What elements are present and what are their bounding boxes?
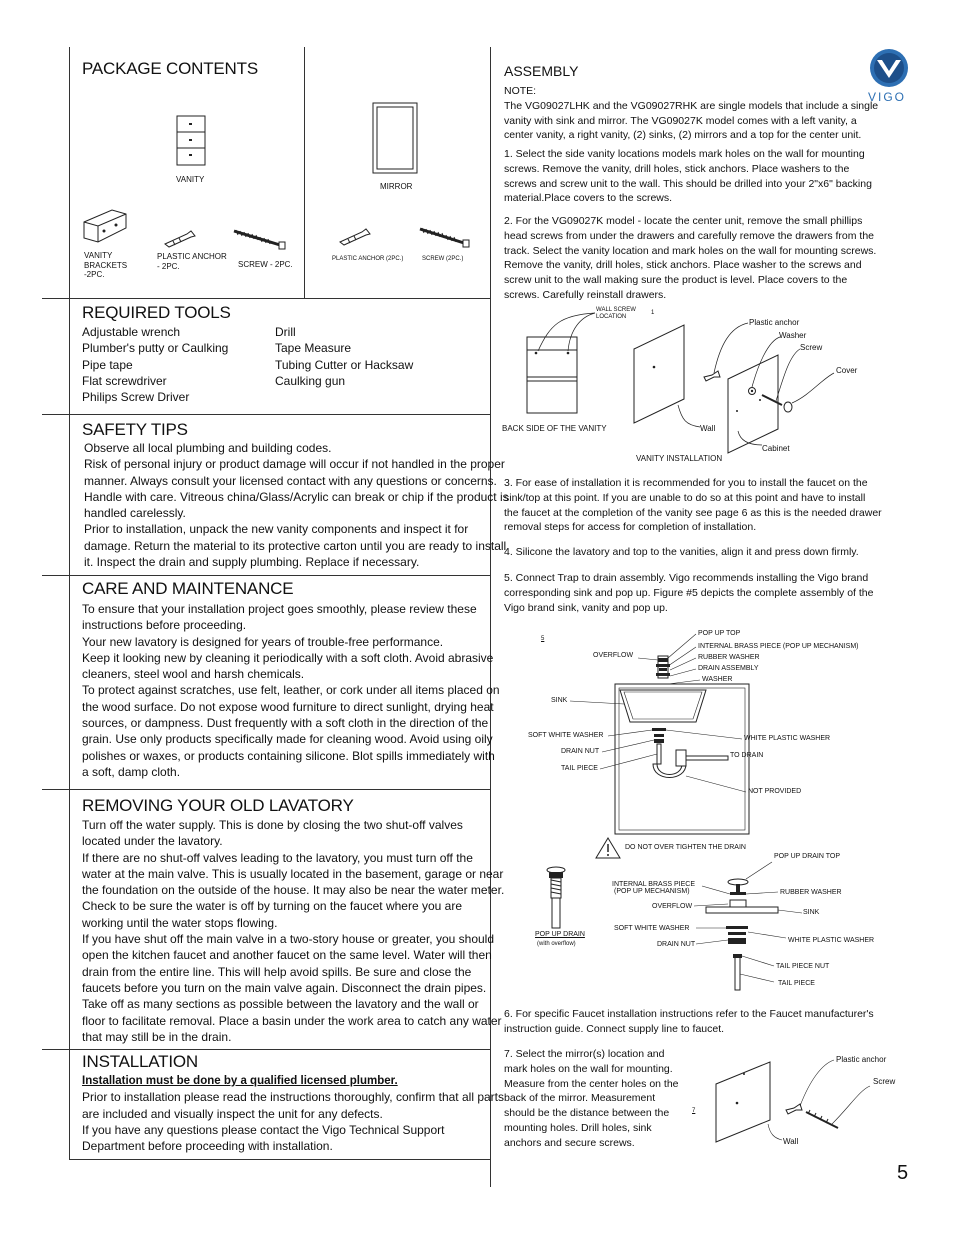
tool-item: Adjustable wrench xyxy=(82,325,181,339)
tool-item: Pipe tape xyxy=(82,357,133,372)
section-divider xyxy=(42,1049,490,1050)
wall-label: Wall xyxy=(700,424,716,433)
drain-nut-label: DRAIN NUT xyxy=(657,941,696,948)
over-tighten-warning: DO NOT OVER TIGHTEN THE DRAIN xyxy=(625,844,746,851)
white-plastic-washer-label: WHITE PLASTIC WASHER xyxy=(788,937,875,944)
internal-brass-label: INTERNAL BRASS PIECE (POP UP MECHANISM) xyxy=(612,881,695,895)
drain-assembly-label: DRAIN ASSEMBLY xyxy=(698,665,759,672)
rubber-washer-label: RUBBER WASHER xyxy=(780,889,842,896)
tool-item: Plumber's putty or Caulking xyxy=(82,341,229,356)
tool-item: Tubing Cutter or Hacksaw xyxy=(275,357,414,372)
section-divider xyxy=(42,789,490,790)
pop-up-drain-label: POP UP DRAIN xyxy=(535,931,585,938)
package-contents-title: PACKAGE CONTENTS xyxy=(82,59,258,78)
assembly-note: NOTE: The VG09027LHK and the VG09027RHK are single models that include a single vanity with sink and mirror. The VG09027K model comes with a left vanity, a center vanity, a right vanity, (2) sinks, (2) mirrors and a top for the center unit. xyxy=(504,85,879,142)
care-text: To ensure that your installation project goes smoothly, please review these instructions before proceeding. Your new lavatory is designed for years of trouble-free performance. Keep it looking new by cleaning it periodically with a soft cloth. Avoid abrasive cleaners, steel wool and harsh chemicals. To protect against scratches, use felt, leather, or cork under all items placed on the wood surface. Do not expose wood furniture to direct sunlight, drying heat sources, or dampness. Dust frequently with a soft cloth in the direction of the grain. Use only products specifically made for cleaning wood. Avoid using oily polishes or waxes, or products containing silicone. Blot spills immediately with a soft, damp cloth. xyxy=(82,602,500,779)
safety-tips-title: SAFETY TIPS xyxy=(82,420,188,439)
plastic-anchor-label: Plastic anchor xyxy=(749,318,800,327)
screw-illustration xyxy=(232,228,288,250)
plastic-anchor-label: Plastic anchor xyxy=(836,1055,887,1064)
installation-title: INSTALLATION xyxy=(82,1052,198,1071)
assembly-title: ASSEMBLY xyxy=(504,63,579,79)
step-4-text: 4. Silicone the lavatory and top to the vanities, align it and press down firmly. xyxy=(504,546,859,558)
vanity-installation-caption: VANITY INSTALLATION xyxy=(636,454,723,463)
section-divider xyxy=(42,298,490,299)
bracket-illustration xyxy=(82,206,128,246)
soft-white-washer-label: SOFT WHITE WASHER xyxy=(528,732,604,739)
step-3-text: 3. For ease of installation it is recommended for you to install the faucet on the sink/top at this point. If you are unable to do so at this point and have to install the faucet at the completion of the vanity see page 6 as this is the needed drawer removal steps for access for completion of installation. xyxy=(504,477,882,534)
brand-name: VIGO xyxy=(868,90,907,104)
brackets-label: VANITY BRACKETS -2PC. xyxy=(84,251,128,279)
vanity-label: VANITY xyxy=(176,175,205,184)
removing-text: Turn off the water supply. This is done by closing the two shut-off valves located under the lavatory. If there are no shut-off valves leading to the lavatory, you must turn off the water at the main valve. This is usually located in the basement, garage or near the foundation on the outside of the house. It may also be near the water meter. Check to be sure the water is off by turning on the faucet where you are working until the water stops flowing. If you have shut off the main valve in a two-story house or greater, you should open the kitchen faucet and another faucet on the same level. Water will then drain from the entire line. This will help avoid spills. Be sure and close the faucets before you turn on the main valve again. Disconnect the drain pipes. Take off as many sections as possible between the lavatory and the wall or floor to facilitate removal. Place a basin under the work area to catch any water that may still be in the drain. xyxy=(82,818,505,1044)
wall-screw-label: WALL SCREW LOCATION xyxy=(596,307,636,320)
tool-item: Flat screwdriver xyxy=(82,373,167,388)
left-frame-line xyxy=(69,47,70,1160)
mirror-label: MIRROR xyxy=(380,182,413,191)
cabinet-label: Cabinet xyxy=(762,444,790,453)
washer-label: WASHER xyxy=(702,676,733,683)
overflow-label: OVERFLOW xyxy=(652,903,693,910)
tail-piece-nut-label: TAIL PIECE NUT xyxy=(776,963,830,970)
mirror-illustration xyxy=(372,102,418,174)
step-2-text: 2. For the VG09027K model - locate the center unit, remove the small phillips head screws from under the drawers and carefully remove the drawers from the track. Select the vanity location and mark holes on the wall for mounting screws. Remove the vanity, drill holes, stick anchors. Place washer to the screws and screw unit to the wall making sure the product is level. Place covers to the screws. Carefully reinstall drawers. xyxy=(504,215,877,301)
vanity-installation-figure xyxy=(500,305,870,465)
overflow-label: OVERFLOW xyxy=(593,652,634,659)
wall-label: Wall xyxy=(783,1137,799,1146)
anchor-illustration xyxy=(338,226,372,246)
pop-up-top-label: POP UP TOP xyxy=(698,630,741,637)
rubber-washer-label: RUBBER WASHER xyxy=(698,654,760,661)
internal-brass-label: INTERNAL BRASS PIECE (POP UP MECHANISM) xyxy=(698,643,859,650)
fig1-number: 1 xyxy=(651,310,655,316)
to-drain-label: TO DRAIN xyxy=(730,752,764,759)
safety-tips-text: Observe all local plumbing and building codes. Risk of personal injury or product damage will occur if not handled in the proper manner. Always consult your licensed contact with any questions or concerns. Handle with care. Vitreous china/Glass/Acrylic can break or chip if the product is handled carelessly. Prior to installation, unpack the new vanity components and inspect it for damage. Return the material to its protective carton until you are ready to install it. Inspect the drain and supply plumbing. Replace if necessary. xyxy=(84,441,509,570)
package-divider-line xyxy=(304,47,305,298)
required-tools-title: REQUIRED TOOLS xyxy=(82,303,231,322)
tool-item: Tape Measure xyxy=(275,341,352,356)
screw-label: Screw xyxy=(800,343,823,352)
tool-item: Philips Screw Driver xyxy=(82,390,190,405)
soft-white-washer-label: SOFT WHITE WASHER xyxy=(614,925,690,932)
section-divider xyxy=(42,575,490,576)
drain-nut-label: DRAIN NUT xyxy=(561,748,600,755)
washer-label: Washer xyxy=(779,331,807,340)
screw-illustration xyxy=(418,226,472,248)
mirror-mounting-figure xyxy=(700,1050,890,1150)
anchor-right-label: PLASTIC ANCHOR (2PC.) xyxy=(332,256,404,262)
cover-label: Cover xyxy=(836,366,858,375)
tail-piece-label: TAIL PIECE xyxy=(561,765,598,772)
not-provided-label: NOT PROVIDED xyxy=(748,788,802,795)
white-plastic-washer-label: WHITE PLASTIC WASHER xyxy=(744,735,831,742)
section-divider xyxy=(42,414,490,415)
step-7-text: 7. Select the mirror(s) location and mark holes on the wall for mounting. Measure from the center holes on the back of the mirror. Measurement should be the distance between the mounting holes. Drill holes, sink anchors and secure screws. xyxy=(504,1048,679,1149)
sink-label: SINK xyxy=(551,697,568,704)
fig7-number: 7 xyxy=(692,1108,696,1114)
care-title: CARE AND MAINTENANCE xyxy=(82,579,294,598)
tail-piece-label: TAIL PIECE xyxy=(778,980,815,987)
tool-item: Caulking gun xyxy=(275,373,346,388)
tools-column-1 xyxy=(82,324,228,405)
step-6-text: 6. For specific Faucet installation instructions refer to the Faucet manufacturer's instruction guide. Connect supply line to faucet. xyxy=(504,1008,874,1035)
installation-text: Installation must be done by a qualified licensed plumber. Prior to installation please read the instructions thoroughly, confirm that all parts are included and visually inspect the unit for any defects. If you have any questions please contact the Vigo Technical Support Department before proceeding with installation. xyxy=(82,1075,504,1154)
removing-title: REMOVING YOUR OLD LAVATORY xyxy=(82,796,354,815)
screw-label: Screw xyxy=(873,1077,896,1086)
section-divider xyxy=(69,1159,490,1160)
tool-item: Drill xyxy=(275,325,296,339)
anchor-left-label: PLASTIC ANCHOR - 2PC. xyxy=(157,252,227,271)
tools-column-2 xyxy=(275,324,413,389)
sink-label: SINK xyxy=(803,909,820,916)
step-1-text: 1. Select the side vanity locations models mark holes on the wall for mounting screws. Remove the vanity, drill holes, stick anchors. Place washers to the screws and screw unit to the wall. This should be drilled into your 2"x6" backing material.Place covers to the screws. xyxy=(504,148,872,205)
anchor-illustration xyxy=(163,228,197,248)
back-side-label: BACK SIDE OF THE VANITY xyxy=(502,424,607,433)
installation-warning: Installation must be done by a qualified licensed plumber. xyxy=(82,1075,398,1087)
screw-left-label: SCREW - 2PC. xyxy=(238,260,293,269)
fig5-number: 5 xyxy=(541,636,545,642)
screw-right-label: SCREW (2PC.) xyxy=(422,256,464,262)
vanity-illustration xyxy=(176,115,206,167)
step-5-text: 5. Connect Trap to drain assembly. Vigo recommends installing the Vigo brand corresponding sink and pop up. Figure #5 depicts the complete assembly of the Vigo brand sink, vanity and pop up. xyxy=(504,572,874,614)
page-number: 5 xyxy=(897,1162,909,1184)
with-overflow-label: (with overflow) xyxy=(537,941,576,947)
pop-up-drain-top-label: POP UP DRAIN TOP xyxy=(774,853,841,860)
